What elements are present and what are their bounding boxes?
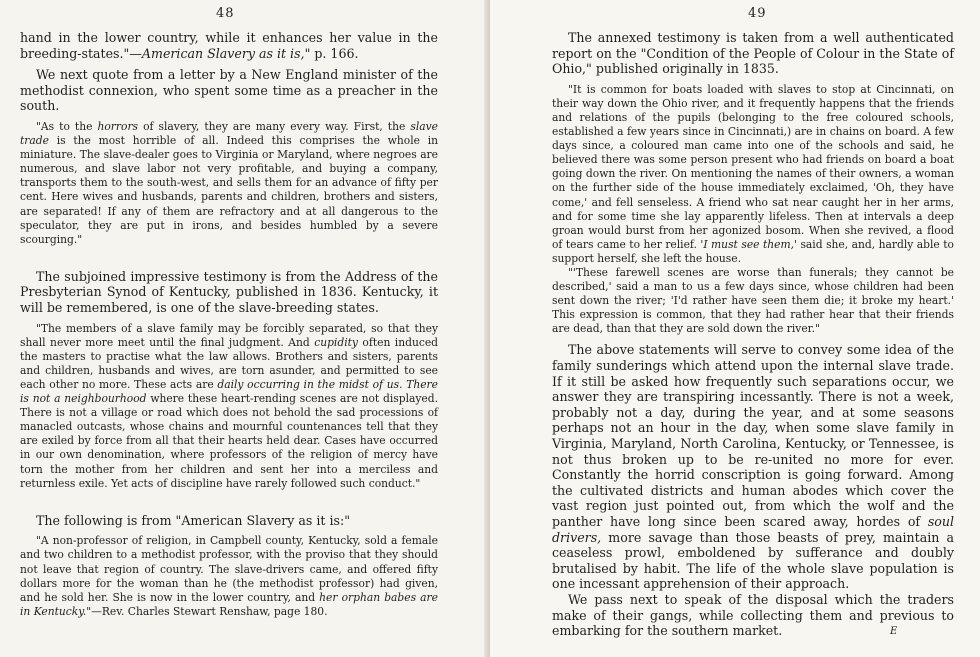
right-page [490, 0, 980, 657]
right-quote-1: "It is common for boats loaded with slaves to stop at Cincinnati, on their way down the Ohio river, and it frequently happens that the friends and relations of the pupils (belonging to the free coloured schools, established a few years since in Cincinnati,) are in chains on board. A few days since, a coloured man came into one of the schools and said, he believed there was some person present who had friends on board a boat going down the river. On mentioning the names of their owners, a woman on the further side of the house immediately exclaimed, 'Oh, they have come,' and fell senseless. A friend who sat near caught her in her arms, and for some time she lay apparently lifeless. Then at intervals a deep groan would burst from her agonized bosom. When she revived, a flood of tears came to her relief. 'I must see them,' said she, and, hardly able to support herself, she left the house. [552, 82, 954, 265]
left-para-1: hand in the lower country, while it enhances her value in the breeding-states."—American Slavery as it is," p. 166. [20, 30, 438, 61]
left-para-3: The subjoined impressive testimony is from the Address of the Presbyterian Synod of Kentucky, published in 1836. Kentucky, it will be remembered, is one of the slave-breeding states. [20, 268, 438, 315]
right-page-number: 49 [748, 6, 767, 21]
left-page-number: 48 [216, 6, 235, 21]
left-para-2: We next quote from a letter by a New England minister of the methodist connexion, who spent some time as a preacher in the south. [20, 67, 438, 114]
right-para-2: The above statements will serve to convey some idea of the family sunderings which attend upon the internal slave trade. If it still be asked how frequently such separations occur, we answer they are transpiring incessantly. There is not a week, probably not a day, during the year, and at some seasons perhaps not an hour in the day, when some slave family in Virginia, Maryland, North Carolina, Kentucky, or Tennessee, is not thus broken up to be re-united no more for ever. Constantly the horrid conscription is going forward. Among the cultivated districts and human abodes which cover the vast region just pointed out, from which the wolf and the panther have long since been scared away, hordes of soul drivers, more savage than those beasts of prey, maintain a ceaseless prowl, emboldened by sufferance and doubly brutalised by habit. The life of the whole slave population is one incessant apprehension of their approach. [552, 342, 954, 592]
left-page [0, 0, 488, 657]
left-para-4: The following is from "American Slavery as it is:" [36, 512, 351, 528]
left-quote-1: "As to the horrors of slavery, they are many every way. First, the slave trade is the most horrible of all. Indeed this comprises the whole in miniature. The slave-dealer goes to Virginia or Maryland, where negroes are numerous, and slave labor not very profitable, and buying a company, transports them to the south-west, and sells them for an advance of fifty per cent. Here wives and husbands, parents and children, brothers and sisters, are separated! If any of them are refractory and at all dangerous to the speculator, they are put in irons, and besides humbled by a severe scourging." [20, 119, 438, 246]
right-quote-2: "'These farewell scenes are worse than funerals; they cannot be described,' said a man to us a few days since, whose children had been sent down the river; 'I'd rather have seen them die; it broke my heart.' This expression is common, that they had rather hear that their friends are dead, than that they are sold down the river." [552, 266, 954, 336]
right-para-1: The annexed testimony is taken from a well authenticated report on the "Condition of the People of Colour in the State of Ohio," published originally in 1835. [552, 30, 954, 77]
left-quote-2: "The members of a slave family may be forcibly separated, so that they shall never more meet until the final judgment. And cupidity often induced the masters to practise what the law allows. Brothers and sisters, parents and children, husbands and wives, are torn asunder, and permitted to see each other no more. These acts are daily occurring in the midst of us. There is not a neighbourhood where these heart-rending scenes are not displayed. There is not a village or road which does not behold the sad processions of manacled outcasts, whose chains and mournful countenances tell that they are exiled by force from all that their hearts held dear. Cases have occurred in our own denomination, where professors of the religion of mercy have torn the mother from her children and sent her into a merciless and returnless exile. Yet acts of discipline have rarely followed such conduct." [20, 321, 438, 490]
right-para-3: We pass next to speak of the disposal which the traders make of their gangs, while collecting them and previous to embarking for the southern market. [552, 591, 954, 639]
signature-mark: E [890, 626, 898, 637]
left-quote-3: "A non-professor of religion, in Campbell county, Kentucky, sold a female and two children to a methodist professor, with the proviso that they should not leave that region of country. The slave-drivers came, and offered fifty dollars more for the woman than he (the methodist professor) had given, and he sold her. She is now in the lower country, and her orphan babes are in Kentucky."—Rev. Charles Stewart Renshaw, page 180. [20, 534, 438, 618]
right-page-text [552, 30, 954, 639]
left-page-text [20, 30, 438, 619]
